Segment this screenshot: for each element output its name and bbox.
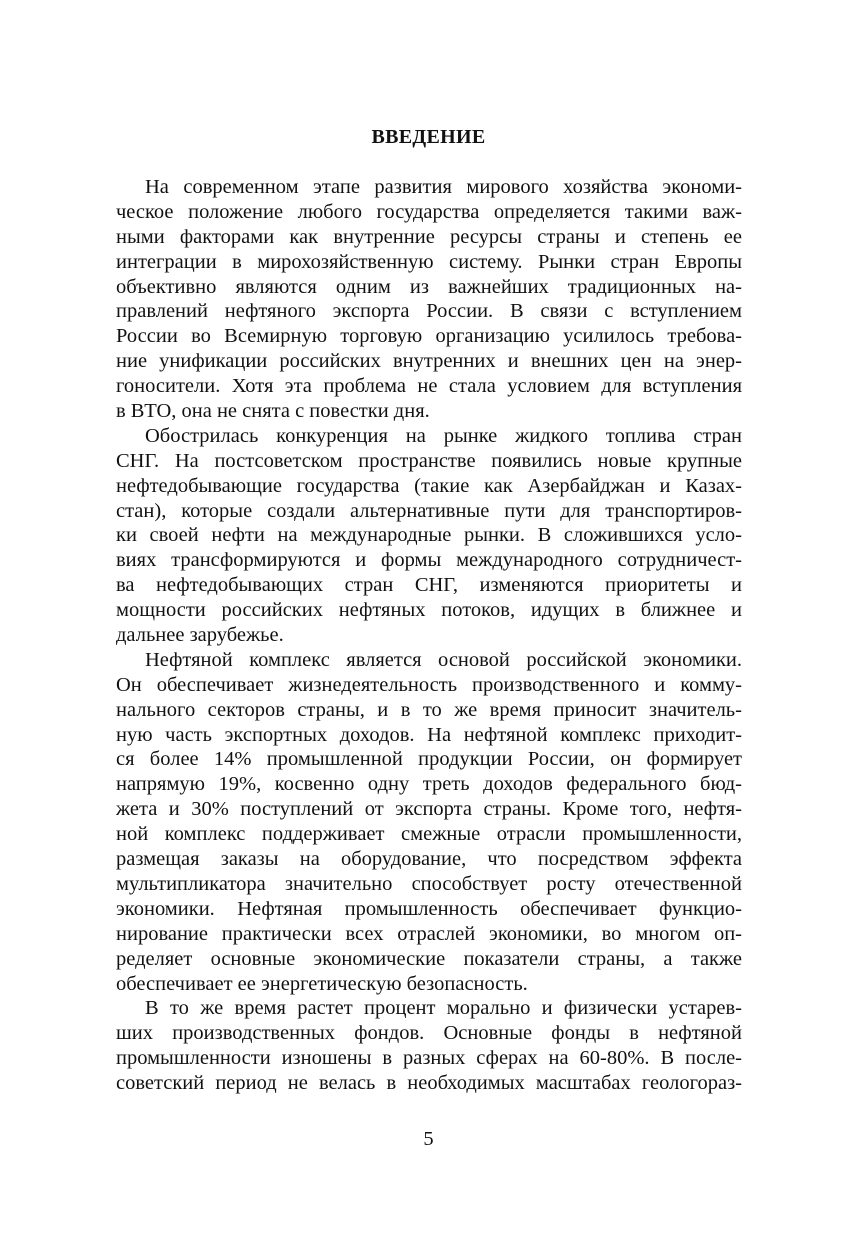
text-line: ными факторами как внутренние ресурсы страны и степень ее — [116, 225, 742, 248]
text-line: ки своей нефти на международные рынки. В сложившихся усло- — [116, 524, 742, 547]
text-line: ческое положение любого государства определяется такими важ- — [116, 200, 742, 223]
text-line: правлений нефтяного экспорта России. В связи с вступлением — [116, 300, 742, 323]
text-line: стан), которые создали альтернативные пути для транспортиров- — [116, 499, 742, 522]
paragraph — [116, 175, 742, 424]
text-line: экономики. Нефтяная промышленность обеспечивает функцио- — [116, 897, 742, 920]
text-line: гоносители. Хотя эта проблема не стала условием для вступления — [116, 375, 742, 398]
text-line: дальнее зарубежье. — [116, 624, 284, 647]
text-line: в ВТО, она не снята с повестки дня. — [116, 400, 430, 423]
text-line: Он обеспечивает жизнедеятельность производственного и комму- — [116, 673, 742, 696]
text-line: нефтедобывающие государства (такие как Азербайджан и Казах- — [116, 474, 742, 497]
paragraph — [116, 648, 742, 996]
text-line: России во Всемирную торговую организацию усилилось требова- — [116, 325, 742, 348]
paragraph — [116, 424, 742, 648]
text-line: мультипликатора значительно способствует росту отечественной — [116, 872, 742, 895]
text-line: ние унификации российских внутренних и внешних цен на энер- — [116, 350, 742, 373]
text-line: виях трансформируются и формы международного сотрудничест- — [116, 549, 742, 572]
page-number: 5 — [423, 1128, 434, 1150]
text-line: жета и 30% поступлений от экспорта страны. Кроме того, нефтя- — [116, 798, 742, 821]
text-line: На современном этапе развития мирового хозяйства экономи- — [145, 176, 742, 198]
text-line: В то же время растет процент морально и физически устарев- — [145, 997, 742, 1020]
text-line: ную часть экспортных доходов. На нефтяной комплекс приходит- — [116, 723, 742, 746]
text-line: ся более 14% промышленной продукции России, он формирует — [116, 748, 742, 771]
text-line: нального секторов страны, и в то же время приносит значитель- — [116, 698, 742, 721]
text-line: ших производственных фондов. Основные фонды в нефтяной — [116, 1022, 742, 1045]
text-line: промышленности изношены в разных сферах на 60-80%. В после- — [116, 1047, 742, 1070]
text-line: нирование практически всех отраслей экономики, во многом оп- — [116, 922, 742, 945]
text-line: напрямую 19%, косвенно одну треть доходов федерального бюд- — [116, 773, 742, 796]
text-line: СНГ. На постсоветском пространстве появились новые крупные — [116, 449, 742, 472]
text-line: ва нефтедобывающих стран СНГ, изменяются приоритеты и — [116, 574, 742, 597]
text-line: объективно являются одним из важнейших традиционных на- — [116, 275, 742, 298]
body-text — [116, 175, 742, 1096]
text-line: обеспечивает ее энергетическую безопасность. — [116, 972, 528, 995]
page-title: ВВЕДЕНИЕ — [371, 126, 486, 148]
text-line: ной комплекс поддерживает смежные отрасли промышленности, — [116, 823, 742, 846]
text-line: советский период не велась в необходимых масштабах геологораз- — [116, 1072, 742, 1095]
text-line: размещая заказы на оборудование, что посредством эффекта — [116, 848, 742, 871]
text-line: ределяет основные экономические показатели страны, а также — [116, 947, 742, 970]
text-line: интеграции в мирохозяйственную систему. Рынки стран Европы — [116, 250, 742, 273]
text-line: мощности российских нефтяных потоков, идущих в ближнее и — [116, 599, 742, 622]
paragraph — [116, 996, 742, 1096]
text-line: Обострилась конкуренция на рынке жидкого топлива стран — [145, 424, 742, 447]
text-line: Нефтяной комплекс является основой российской экономики. — [145, 648, 742, 671]
